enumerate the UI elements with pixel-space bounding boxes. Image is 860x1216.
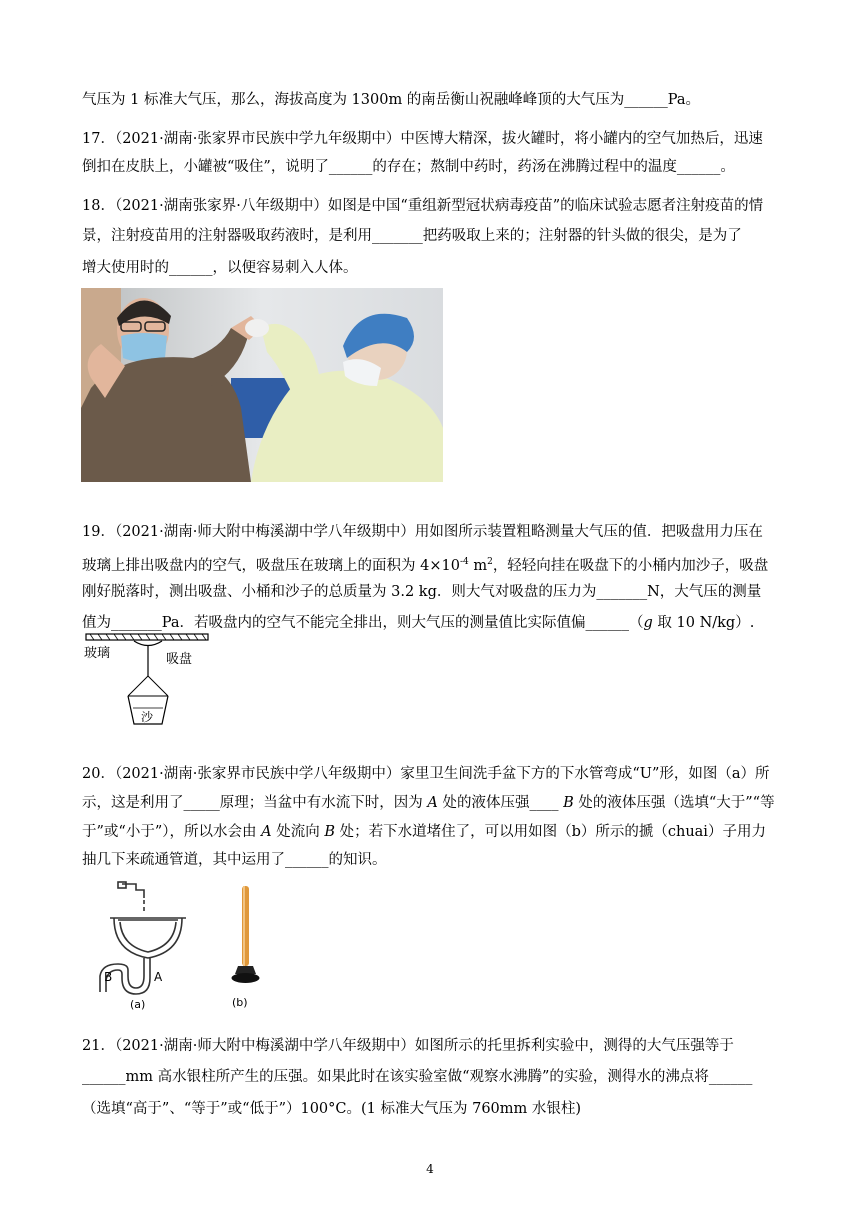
question-19-line-4-end: 取 10 N/kg）. xyxy=(652,615,755,631)
question-20-line-2 xyxy=(82,793,775,813)
question-18-line-1: 18．（2021·湖南张家界·八年级期中）如图是中国“重组新型冠状病毒疫苗”的临床试验志愿者注射疫苗的情 xyxy=(82,198,764,214)
washbasin-u-trap-figure xyxy=(92,880,202,1016)
suction-cup-figure xyxy=(84,632,210,728)
question-21-line-1: 21．（2021·湖南·师大附中梅溪湖中学八年级期中）如图所示的托里拆利实验中，测得的大气压强等于 xyxy=(82,1038,734,1054)
question-19-line-3: 刚好脱落时，测出吸盘、小桶和沙子的总质量为 3.2 kg．则大气对吸盘的压力为_______N，大气压的测量 xyxy=(82,584,762,600)
question-17-line-2: 倒扣在皮肤上，小罐被“吸住”，说明了______的存在；熬制中药时，药汤在沸腾过程中的温度______。 xyxy=(82,159,735,175)
sand-label: 沙 xyxy=(141,710,154,724)
point-b: B xyxy=(324,824,335,840)
point-a: A xyxy=(261,824,272,840)
question-19-line-4-start: 值为_______Pa．若吸盘内的空气不能完全排出，则大气压的测量值比实际值偏______（ xyxy=(82,615,644,631)
question-19-line-1: 19．（2021·湖南·师大附中梅溪湖中学八年级期中）用如图所示装置粗略测量大气压的值．把吸盘用力压在 xyxy=(82,524,763,540)
question-18-line-3: 增大使用时的______，以便容易刺入人体。 xyxy=(82,260,358,276)
question-20-line-4: 抽几下来疏通管道，其中运用了______的知识。 xyxy=(82,852,387,868)
exponent-2: 2 xyxy=(487,557,493,567)
question-19-line-2-start: 玻璃上排出吸盘内的空气，吸盘压在玻璃上的面积为 4×10 xyxy=(82,557,460,574)
figure-a-caption: (a) xyxy=(130,998,146,1011)
symbol-g: g xyxy=(643,615,653,631)
question-16-tail: 气压为 1 标准大气压，那么，海拔高度为 1300m 的南岳衡山祝融峰峰顶的大气压为______Pa。 xyxy=(82,92,701,108)
u-trap-label-b: B xyxy=(104,970,113,984)
question-19-line-4 xyxy=(82,613,754,633)
vaccination-photo xyxy=(81,288,443,482)
question-20-line-2-part1: 示，这是利用了_____原理；当盆中有水流下时，因为 xyxy=(82,795,428,811)
figure-b-caption: (b) xyxy=(232,996,248,1009)
question-21-line-3: （选填“高于”、“等于”或“低于”）100°C。(1 标准大气压为 760mm 水银柱) xyxy=(82,1101,582,1117)
point-a: A xyxy=(427,795,438,811)
question-19-line-2-end: ，轻轻向挂在吸盘下的小桶内加沙子，吸盘 xyxy=(492,557,769,574)
suction-cup-label: 吸盘 xyxy=(166,652,193,667)
question-20-line-3-part2: 处流向 xyxy=(271,824,325,840)
question-18-line-2: 景，注射疫苗用的注射器吸取药液时，是利用_______把药吸取上来的；注射器的针头做的很尖，是为了 xyxy=(82,228,742,244)
exponent-minus-4: -4 xyxy=(459,557,469,567)
page-number: 4 xyxy=(426,1162,434,1176)
question-20-line-1: 20．（2021·湖南·张家界市民族中学八年级期中）家里卫生间洗手盆下方的下水管弯成“U”形，如图（a）所 xyxy=(82,766,770,782)
point-b: B xyxy=(563,795,574,811)
u-trap-label-a: A xyxy=(154,970,163,984)
question-21-line-2: ______mm 高水银柱所产生的压强。如果此时在该实验室做“观察水沸腾”的实验，测得水的沸点将______ xyxy=(82,1069,753,1085)
question-17-line-1: 17．（2021·湖南·张家界市民族中学九年级期中）中医博大精深，拔火罐时，将小罐内的空气加热后，迅速 xyxy=(82,131,763,147)
question-20-line-3-part1: 于”或“小于”），所以水会由 xyxy=(82,824,262,840)
question-19-line-2 xyxy=(82,552,768,576)
question-20-line-3-part3: 处；若下水道堵住了，可以用如图（b）所示的搋（chuai）子用力 xyxy=(334,824,766,840)
question-20-line-2-part2: 处的液体压强____ xyxy=(437,795,564,811)
question-20-line-3 xyxy=(82,822,766,842)
glass-label: 玻璃 xyxy=(84,646,111,661)
question-20-line-2-part3: 处的液体压强（选填“大于”“等 xyxy=(573,795,775,811)
plunger-figure xyxy=(226,884,266,1016)
unit-m: m xyxy=(468,557,488,574)
